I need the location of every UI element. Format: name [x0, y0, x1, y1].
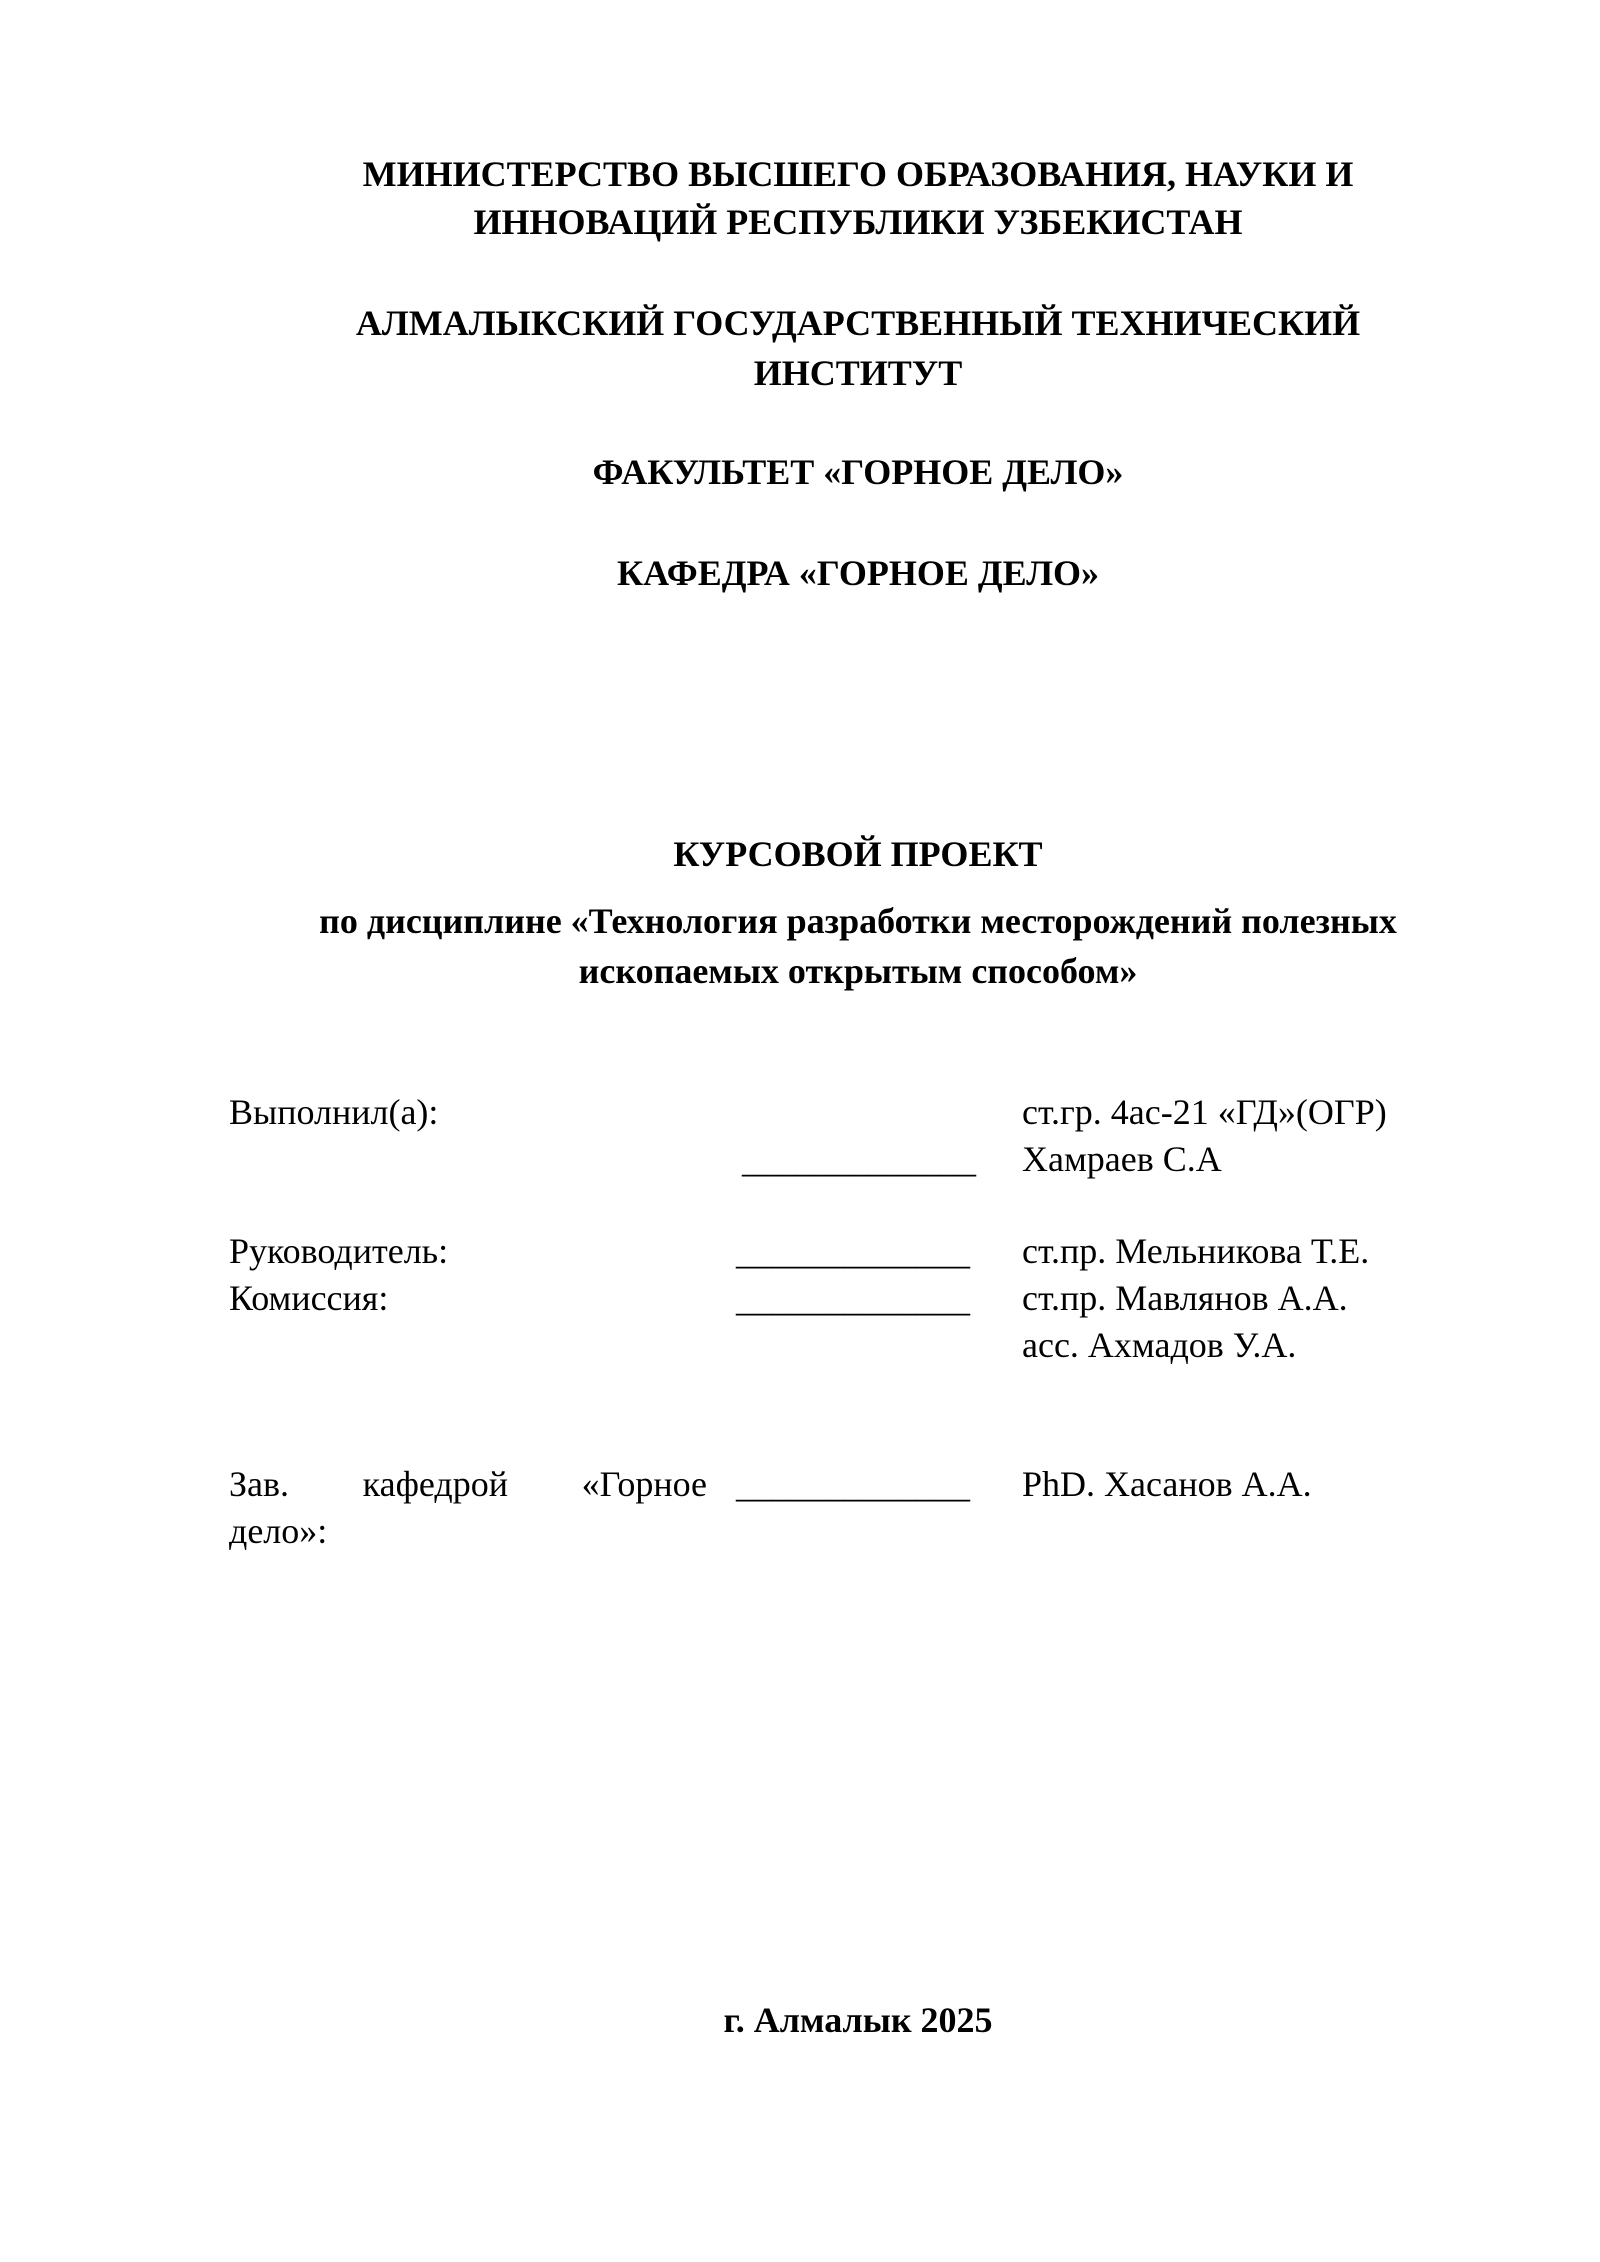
- ministry-line-2: ИННОВАЦИЙ РЕСПУБЛИКИ УЗБЕКИСТАН: [473, 202, 1243, 242]
- head-label-word-2: кафедрой: [362, 1464, 509, 1504]
- performer-name: Хамраев С.А: [1022, 1139, 1222, 1179]
- commission-signature-line: _____________: [736, 1279, 970, 1319]
- head-label-line-2: дело»:: [229, 1511, 328, 1551]
- head-label-word-3: «Горное: [581, 1464, 708, 1504]
- performer-label: Выполнил(а):: [229, 1092, 439, 1132]
- head-label-word-1: Зав.: [229, 1464, 290, 1504]
- faculty-title: ФАКУЛЬТЕТ «ГОРНОЕ ДЕЛО»: [592, 452, 1124, 492]
- supervisor-signature-line: _____________: [736, 1232, 970, 1272]
- performer-signature-line: _____________: [742, 1140, 976, 1180]
- head-label-line-1: [229, 1460, 707, 1508]
- discipline-line-2: ископаемых открытым способом»: [578, 951, 1138, 991]
- commission-member-2: асс. Ахмадов У.А.: [1022, 1325, 1297, 1365]
- head-name: PhD. Хасанов А.А.: [1022, 1464, 1312, 1504]
- performer-group: ст.гр. 4ас-21 «ГД»(ОГР): [1022, 1092, 1387, 1132]
- commission-label: Комиссия:: [229, 1278, 389, 1318]
- city-year: г. Алмалык 2025: [723, 2000, 993, 2040]
- supervisor-name: ст.пр. Мельникова Т.Е.: [1022, 1231, 1370, 1271]
- institute-line-1: АЛМАЛЫКСКИЙ ГОСУДАРСТВЕННЫЙ ТЕХНИЧЕСКИЙ: [355, 303, 1361, 343]
- ministry-line-1: МИНИСТЕРСТВО ВЫСШЕГО ОБРАЗОВАНИЯ, НАУКИ И: [362, 154, 1354, 194]
- discipline-line-1: по дисциплине «Технология разработки месторождений полезных: [319, 901, 1397, 941]
- supervisor-label: Руководитель:: [229, 1231, 449, 1271]
- head-signature-line: _____________: [736, 1465, 970, 1505]
- institute-line-2: ИНСТИТУТ: [753, 353, 963, 393]
- project-title: КУРСОВОЙ ПРОЕКТ: [673, 834, 1043, 874]
- commission-member-1: ст.пр. Мавлянов А.А.: [1022, 1278, 1348, 1318]
- department-title: КАФЕДРА «ГОРНОЕ ДЕЛО»: [616, 553, 1100, 593]
